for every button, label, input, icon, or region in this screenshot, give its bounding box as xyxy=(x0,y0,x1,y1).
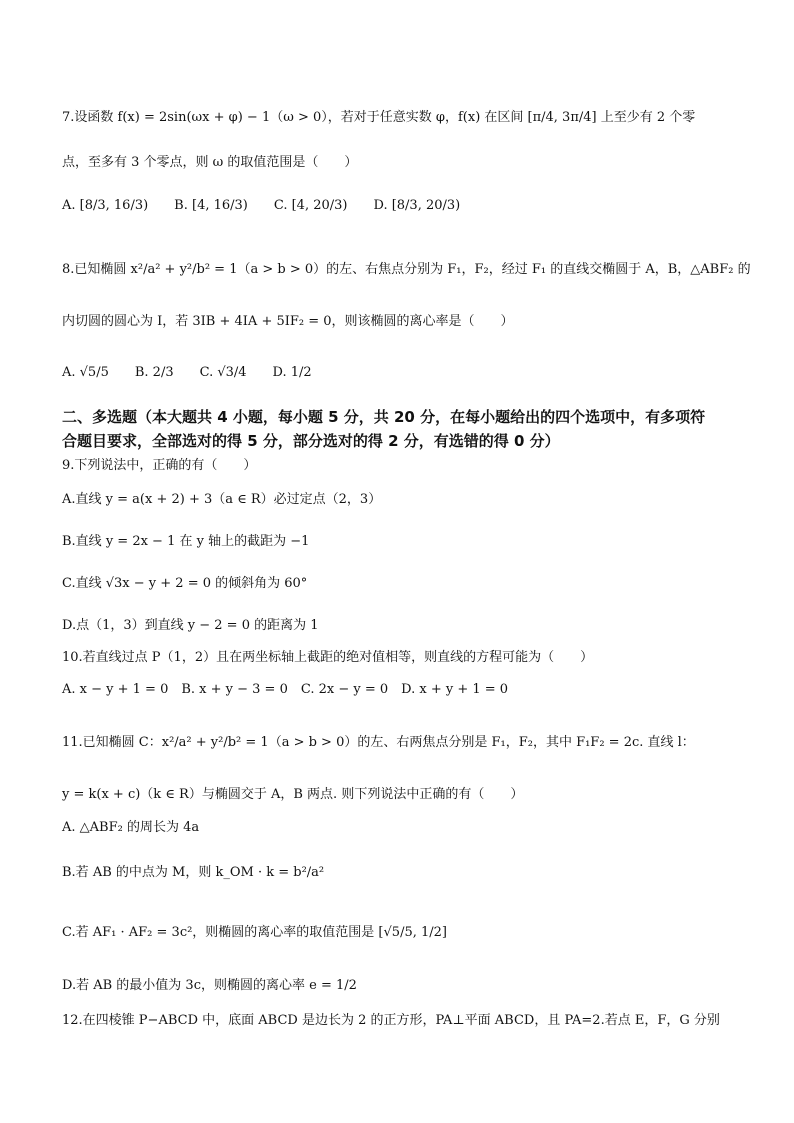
q11-option-b: B.若 AB 的中点为 M，则 k_OM · k = b²/a² xyxy=(62,865,325,880)
q8-options: A. √5/5 B. 2/3 C. √3/4 D. 1/2 xyxy=(62,365,312,380)
q7-stem-line-1: 7.设函数 f(x) = 2sin(ωx + φ) − 1（ω > 0），若对于任意实数 φ，f(x) 在区间 [π/4, 3π/4] 上至少有 2 个零 xyxy=(62,110,696,125)
q9-option-d: D.点（1，3）到直线 y − 2 = 0 的距离为 1 xyxy=(62,618,319,633)
q12-stem: 12.在四棱锥 P−ABCD 中，底面 ABCD 是边长为 2 的正方形，PA⊥平面 ABCD，且 PA=2.若点 E，F，G 分别 xyxy=(62,1013,720,1028)
q7-stem-line-2: 点，至多有 3 个零点，则 ω 的取值范围是（ ） xyxy=(62,155,358,170)
q11-option-d: D.若 AB 的最小值为 3c，则椭圆的离心率 e = 1/2 xyxy=(62,978,357,993)
q10-stem: 10.若直线过点 P（1，2）且在两坐标轴上截距的绝对值相等，则直线的方程可能为（ ） xyxy=(62,650,594,665)
section-header-line-1: 二、多选题（本大题共 4 小题，每小题 5 分，共 20 分，在每小题给出的四个选项中，有多项符 xyxy=(62,408,706,426)
q9-stem: 9.下列说法中，正确的有（ ） xyxy=(62,458,257,473)
q9-option-c: C.直线 √3x − y + 2 = 0 的倾斜角为 60° xyxy=(62,576,308,591)
q7-options: A. [8/3, 16/3) B. [4, 16/3) C. [4, 20/3) D. [8/3, 20/3) xyxy=(62,198,461,213)
q8-stem-line-1: 8.已知椭圆 x²/a² + y²/b² = 1（a > b > 0）的左、右焦点分别为 F₁，F₂，经过 F₁ 的直线交椭圆于 A，B，△ABF₂ 的 xyxy=(62,262,751,277)
q10-options: A. x − y + 1 = 0 B. x + y − 3 = 0 C. 2x − y = 0 D. x + y + 1 = 0 xyxy=(62,682,509,697)
section-header-line-2: 合题目要求，全部选对的得 5 分，部分选对的得 2 分，有选错的得 0 分） xyxy=(62,432,560,450)
q11-option-c: C.若 AF₁ · AF₂ = 3c²，则椭圆的离心率的取值范围是 [√5/5, 1/2] xyxy=(62,925,447,940)
q11-stem-line-2: y = k(x + c)（k ∈ R）与椭圆交于 A，B 两点. 则下列说法中正确的有（ ） xyxy=(62,787,524,802)
q9-option-b: B.直线 y = 2x − 1 在 y 轴上的截距为 −1 xyxy=(62,534,310,549)
q11-option-a: A. △ABF₂ 的周长为 4a xyxy=(62,820,200,835)
q11-stem-line-1: 11.已知椭圆 C：x²/a² + y²/b² = 1（a > b > 0）的左、右两焦点分别是 F₁，F₂，其中 F₁F₂ = 2c. 直线 l： xyxy=(62,735,695,750)
q8-stem-line-2: 内切圆的圆心为 I，若 3IB + 4IA + 5IF₂ = 0，则该椭圆的离心率是（ ） xyxy=(62,314,514,329)
q9-option-a: A.直线 y = a(x + 2) + 3（a ∈ R）必过定点（2，3） xyxy=(62,492,382,507)
